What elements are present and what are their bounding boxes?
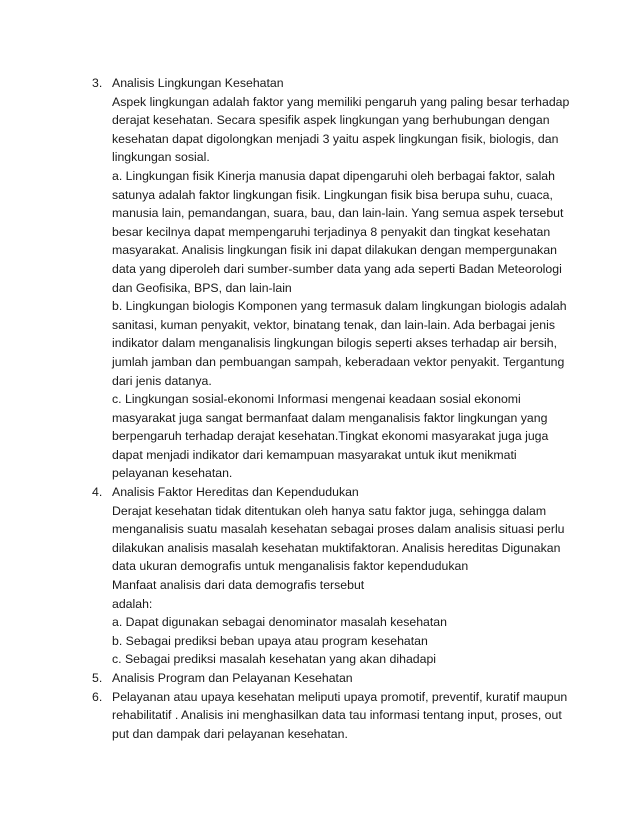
section-title: Analisis Lingkungan Kesehatan <box>112 76 284 90</box>
section-title: Analisis Program dan Pelayanan Kesehatan <box>112 671 353 685</box>
list-number: 4. <box>92 485 103 500</box>
paragraph: adalah: <box>112 596 153 611</box>
list-item-3 <box>92 74 572 483</box>
paragraph: b. Lingkungan biologis Komponen yang termasuk dalam lingkungan biologis adalah sanitasi, kuman penyakit, vektor, binatang tenak, dan lain-lain. Ada berbagai jenis indikator dalam menganalisis lingkungan bilogis seperti akses terhadap air bersih, jumlah jamban dan pembuangan sampah, keberadaan vektor penyakit. Tergantung dari jenis datanya. <box>112 299 567 388</box>
paragraph: Aspek lingkungan adalah faktor yang memiliki pengaruh yang paling besar terhadap derajat kesehatan. Secara spesifik aspek lingkungan yang berhubungan dengan kesehatan dapat digolongkan menjadi 3 yaitu aspek lingkungan fisik, biologis, dan lingkungan sosial. <box>112 94 570 165</box>
section-title: Analisis Faktor Hereditas dan Kependudukan <box>112 485 359 500</box>
paragraph: Manfaat analisis dari data demografis tersebut <box>112 578 365 593</box>
paragraph: c. Lingkungan sosial-ekonomi Informasi mengenai keadaan sosial ekonomi masyarakat juga sangat bermanfaat dalam menganalisis faktor lingkungan yang berpengaruh terhadap derajat kesehatan.Tingkat ekonomi masyarakat juga juga dapat menjadi indikator dari kemampuan masyarakat untuk ikut menikmati pelayanan kesehatan. <box>112 392 549 481</box>
list-item-5 <box>92 669 572 688</box>
paragraph: b. Sebagai prediksi beban upaya atau program kesehatan <box>112 633 428 648</box>
paragraph: Derajat kesehatan tidak ditentukan oleh hanya satu faktor juga, sehingga dalam menganalisis suatu masalah kesehatan sebagai proses dalam analisis situasi perlu dilakukan analisis masalah kesehatan muktifaktoran. Analisis hereditas Digunakan data ukuran demografis untuk menganalisis faktor kependudukan <box>112 503 565 574</box>
paragraph: c. Sebagai prediksi masalah kesehatan yang akan dihadapi <box>112 652 437 667</box>
document-body <box>92 74 572 743</box>
paragraph: a. Lingkungan fisik Kinerja manusia dapat dipengaruhi oleh berbagai faktor, salah satunya adalah faktor lingkungan fisik. Lingkungan fisik bisa berupa suhu, cuaca, manusia lain, pemandangan, suara, bau, dan lain-lain. Yang semua aspek tersebut besar kecilnya dapat mempengaruhi terjadinya 8 penyakit dan tingkat kesehatan masyarakat. Analisis lingkungan fisik ini dapat dilakukan dengan mempergunakan data yang diperoleh dari sumber-sumber data yang ada seperti Badan Meteorologi dan Geofisika, BPS, dan lain-lain <box>112 168 564 295</box>
list-number: 6. <box>92 689 103 704</box>
section-text: Pelayanan atau upaya kesehatan meliputi upaya promotif, preventif, kuratif maupun rehabilitatif . Analisis ini menghasilkan data tau informasi tentang input, proses, out put dan dampak dari pelayanan kesehatan. <box>112 689 568 741</box>
list-number: 5. <box>92 671 103 685</box>
paragraph: a. Dapat digunakan sebagai denominator masalah kesehatan <box>112 615 447 630</box>
list-item-6 <box>92 688 572 744</box>
list-item-4 <box>92 483 572 669</box>
list-number: 3. <box>92 76 103 90</box>
